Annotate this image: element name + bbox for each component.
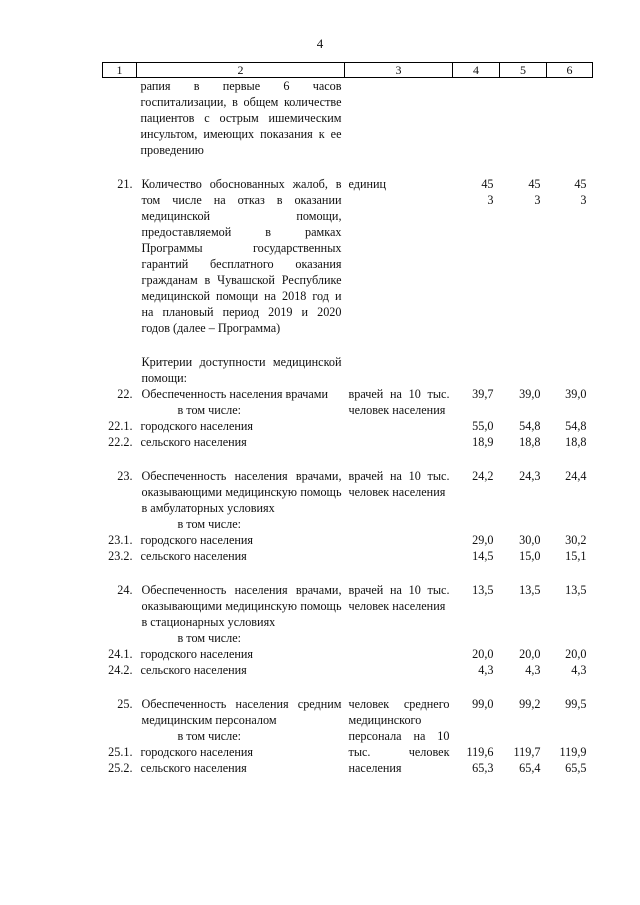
table-row (103, 386, 593, 418)
table-row (103, 646, 593, 662)
row-number: 25.1. (108, 745, 133, 759)
value-col4: 14,5 (472, 549, 494, 563)
value-col5: 20,0 (519, 647, 541, 661)
row-unit: единиц (348, 177, 387, 191)
value-col4: 29,0 (472, 533, 494, 547)
value-col4: 18,9 (472, 435, 494, 449)
indicators-table (102, 62, 593, 776)
row-number: 25.2. (108, 761, 133, 775)
row-number: 24. (117, 583, 133, 597)
section-heading-row (103, 354, 593, 386)
row-number: 22.2. (108, 435, 133, 449)
value-col5: 119,7 (513, 745, 541, 759)
row-description: рапия в первые 6 часов госпитализации, в общем количестве пациентов с острым ишемическим инсультом, имеющих показания к ее проведению (140, 79, 342, 157)
value-col5: 15,0 (519, 549, 541, 563)
row-description: городского населения (140, 647, 254, 661)
row-number: 22.1. (108, 419, 133, 433)
value-col5: 65,4 (519, 761, 541, 775)
value-col6: 54,8 (565, 419, 587, 433)
row-number: 24.2. (108, 663, 133, 677)
row-description: сельского населения (140, 761, 247, 775)
table-row (103, 78, 593, 159)
row-description: сельского населения (140, 435, 247, 449)
column-header-3: 3 (345, 63, 453, 78)
table-row (103, 662, 593, 678)
value-col6: 65,5 (565, 761, 587, 775)
column-header-4: 4 (453, 63, 500, 78)
row-description: сельского населения (140, 663, 247, 677)
in-total-label: в том числе: (177, 729, 242, 743)
in-total-label: в том числе: (177, 517, 242, 531)
column-header-1: 1 (103, 63, 137, 78)
row-unit: врачей на 10 тыс. человек населения (348, 469, 450, 499)
value-col5: 30,0 (519, 533, 541, 547)
row-number: 24.1. (108, 647, 133, 661)
value-col6: 24,4 (565, 469, 587, 483)
value-col6: 15,1 (565, 549, 587, 563)
table-row (103, 418, 593, 434)
row-unit: врачей на 10 тыс. человек населения (348, 387, 450, 417)
row-number: 22. (117, 387, 133, 401)
column-header-2: 2 (137, 63, 345, 78)
row-description: Количество обоснованных жалоб, в том числе на отказ в оказании медицинской помощи, предоставляемой в рамках Программы государственных гарантий бесплатного оказания гражданам в Чувашской Республике медицинской помощи на 2018 год и на плановый период 2019 и 2020 годов (далее – Программа) (141, 177, 342, 335)
table-row (103, 468, 593, 532)
row-number: 25. (117, 697, 133, 711)
row-unit: врачей на 10 тыс. человек населения (348, 583, 450, 613)
value-col6: 18,8 (565, 435, 587, 449)
value-col4: 13,5 (472, 583, 494, 597)
in-total-label: в том числе: (177, 403, 242, 417)
row-description: городского населения (140, 745, 254, 759)
value-col5: 54,8 (519, 419, 541, 433)
row-description: Обеспеченность населения средним медицинским персоналом в том числе: (141, 697, 342, 743)
value-col5: 45 3 (528, 177, 541, 207)
value-col5: 18,8 (519, 435, 541, 449)
value-col4: 45 3 (481, 177, 494, 207)
row-number: 23.1. (108, 533, 133, 547)
value-col4: 119,6 (466, 745, 494, 759)
value-col5: 24,3 (519, 469, 541, 483)
value-col5: 39,0 (519, 387, 541, 401)
table-row (103, 176, 593, 336)
table-row (103, 582, 593, 646)
row-description: Обеспеченность населения врачами, оказывающими медицинскую помощь в стационарных условиях в том числе: (141, 583, 342, 645)
value-col6: 4,3 (571, 663, 587, 677)
value-col6: 119,9 (559, 745, 587, 759)
row-description: Обеспеченность населения врачами в том числе: (137, 386, 345, 418)
value-col4: 39,7 (472, 387, 494, 401)
value-col6: 45 3 (574, 177, 587, 207)
row-description: городского населения (140, 533, 254, 547)
value-col5: 4,3 (525, 663, 541, 677)
table-header-row (103, 63, 593, 78)
value-col6: 20,0 (565, 647, 587, 661)
row-description: городского населения (140, 419, 254, 433)
in-total-label: в том числе: (177, 631, 242, 645)
value-col4: 24,2 (472, 469, 494, 483)
value-col4: 65,3 (472, 761, 494, 775)
table-row (103, 548, 593, 564)
table-row (103, 532, 593, 548)
column-header-5: 5 (500, 63, 547, 78)
row-description: Обеспеченность населения врачами, оказывающими медицинскую помощь в амбулаторных условиях в том числе: (141, 469, 342, 531)
row-number: 23.2. (108, 549, 133, 563)
value-col6: 99,5 (565, 697, 587, 711)
row-number: 21. (117, 177, 133, 191)
table-row (103, 696, 593, 744)
value-col4: 55,0 (472, 419, 494, 433)
criteria-heading: Критерии доступности медицинской помощи: (141, 355, 342, 385)
value-col5: 13,5 (519, 583, 541, 597)
value-col6: 30,2 (565, 533, 587, 547)
page-number: 4 (316, 36, 324, 51)
value-col4: 4,3 (478, 663, 494, 677)
column-header-6: 6 (547, 63, 593, 78)
row-description: сельского населения (140, 549, 247, 563)
value-col4: 20,0 (472, 647, 494, 661)
value-col4: 99,0 (472, 697, 494, 711)
value-col6: 13,5 (565, 583, 587, 597)
row-number: 23. (117, 469, 133, 483)
value-col6: 39,0 (565, 387, 587, 401)
row-unit: человек среднего медицинского персонала на 10 тыс. человек населения (348, 697, 450, 775)
value-col5: 99,2 (519, 697, 541, 711)
table-row (103, 434, 593, 450)
